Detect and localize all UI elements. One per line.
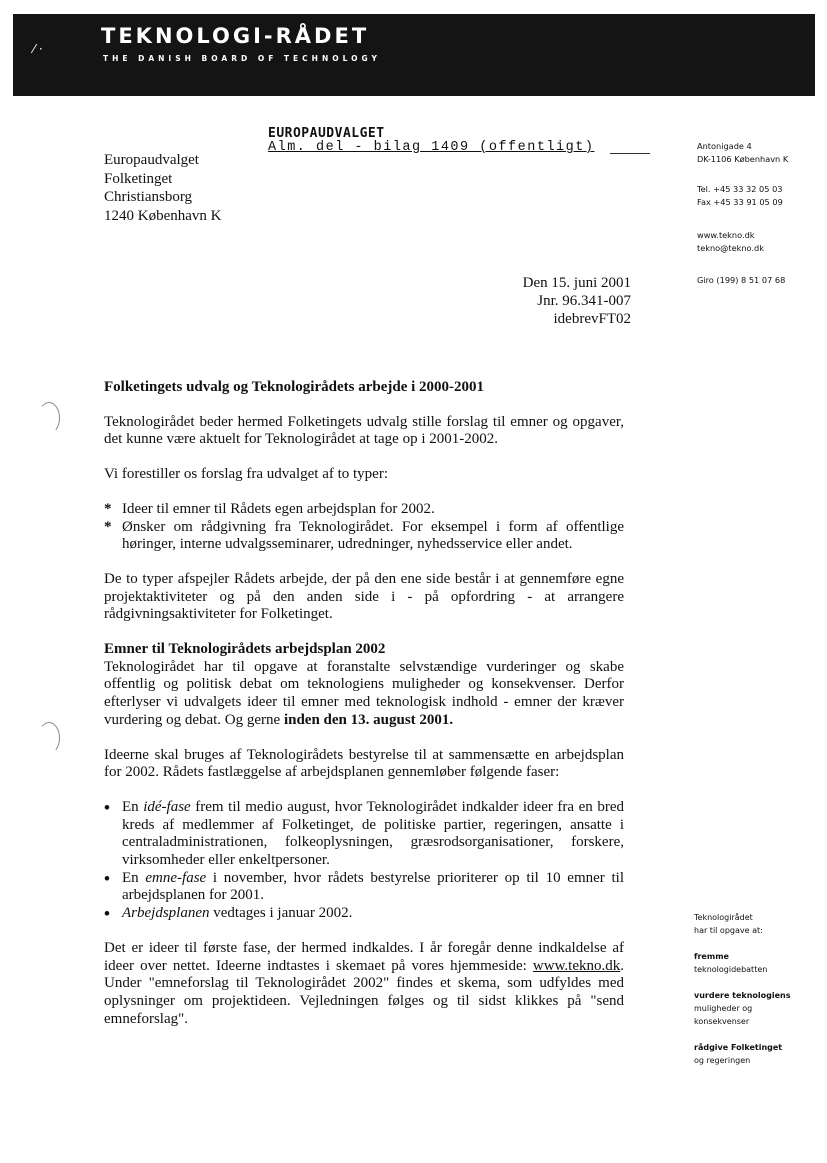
section-heading: Emner til Teknologirådets arbejdsplan 2002 [104, 641, 386, 658]
types-list [104, 501, 624, 554]
recipient-line: Christiansborg [104, 189, 193, 205]
contact-address [697, 140, 788, 166]
tagline-text: fremme [694, 952, 729, 961]
paragraph-text: Teknologirådet har til opgave at foranstalte selvstændige vurderinger og skabe offentlig og politisk debat om teknologiens muligheder og konsekvenser. Derfor efterlyser vi udvalgets ideer til emner med teknologisk indhold - emner der kræver vurdering og debat. Og gerne [104, 658, 624, 728]
logo-mark-icon: ⁄ · [33, 42, 43, 56]
list-item: * Ønsker om rådgivning fra Teknologirådet. For eksempel i form af offentlige høringer, interne udvalgsseminarer, udredninger, nyhedsservice eller andet. [104, 519, 624, 554]
tagline-text: teknologidebatten [694, 965, 768, 974]
contact-giro-number: Giro (199) 8 51 07 68 [697, 275, 786, 285]
tagline-text: vurdere teknologiens [694, 991, 791, 1000]
contact-giro [697, 274, 785, 287]
contact-city: DK-1106 København K [697, 154, 789, 164]
paragraph-text: . Under "emneforslag til Teknologirådet 2002" findes et skema, som udfyldes med oplysninger om projektideen. Vejledningen følges og til sidst klikkes på "send emneforslag". [104, 957, 625, 1027]
contact-phone [697, 183, 783, 209]
stamp-title: EUROPAUDVALGET [268, 126, 385, 141]
letter-body [104, 379, 624, 1028]
contact-fax: Fax +45 33 91 05 09 [697, 197, 783, 207]
letter-heading: Folketingets udvalg og Teknologirådets arbejde i 2000-2001 [104, 379, 485, 395]
stamp-reference: Alm. del - bilag 1409 (offentligt) [268, 140, 595, 155]
recipient-line: Europaudvalget [104, 152, 199, 168]
letter-date: Den 15. juni 2001 [522, 275, 631, 291]
paragraph [104, 659, 624, 730]
punch-hole-mark [38, 722, 60, 754]
paragraph [104, 940, 624, 1029]
document-id: idebrevFT02 [553, 311, 631, 327]
contact-street: Antonigade 4 [697, 141, 752, 151]
paragraph: Vi forestiller os forslag fra udvalget af to typer: [104, 466, 389, 483]
website-link[interactable]: www.tekno.dk [532, 957, 621, 974]
list-item: * Ideer til emner til Rådets egen arbejdsplan for 2002. [104, 501, 624, 519]
contact-web: www.tekno.dk [697, 230, 755, 240]
mission-taglines [694, 911, 814, 1067]
tagline-text: konsekvenser [694, 1017, 750, 1026]
contact-online [697, 229, 764, 255]
paragraph: De to typer afspejler Rådets arbejde, der på den ene side består i at gennemføre egne projektaktiviteter og på den anden side i - på opfordring - at arrangere rådgivningsaktiviteter for Folketinget. [104, 570, 624, 623]
punch-hole-mark [38, 402, 60, 434]
letterhead-banner [13, 14, 815, 96]
logo-text: TEKNOLOGI-RÅDET [101, 24, 370, 48]
list-item: • Arbejdsplanen vedtages i januar 2002. [104, 905, 624, 923]
tagline-text: og regeringen [694, 1056, 751, 1065]
logo-tagline: THE DANISH BOARD OF TECHNOLOGY [103, 54, 381, 63]
tagline-text: har til opgave at: [694, 926, 763, 935]
tagline-text: Teknologirådet [694, 913, 753, 922]
stamp-underline [610, 153, 650, 154]
phases-list [104, 799, 624, 923]
tagline-text: muligheder og [694, 1004, 753, 1013]
recipient-line: Folketinget [104, 170, 173, 187]
recipient-line: 1240 København K [104, 207, 222, 224]
deadline-text: inden den 13. august 2001. [283, 711, 454, 728]
contact-tel: Tel. +45 33 32 05 03 [697, 184, 783, 194]
list-item: • En idé-fase frem til medio august, hvor Teknologirådet indkalder ideer fra en bred kreds af medlemmer af Folketinget, de politiske partier, regeringen, ansatte i centraladministrationen, folkeoplysningen, græsrodsorganisationer, forskere, virksomheder eller enkeltpersoner. [104, 799, 624, 870]
paragraph: Teknologirådet beder hermed Folketingets udvalg stille forslag til emner og opgaver, det kunne være aktuelt for Teknologirådet at tage op i 2001-2002. [104, 413, 624, 448]
paragraph-text: Det er ideer til første fase, der hermed indkaldes. I år foregår denne indkaldelse af ideer over nettet. Ideerne indtastes i skemaet på vores hjemmeside: [104, 939, 624, 974]
paragraph: Ideerne skal bruges af Teknologirådets bestyrelse til at sammensætte en arbejdsplan for 2002. Rådets fastlæggelse af arbejdsplanen gennemløber følgende faser: [104, 746, 624, 781]
date-block [470, 274, 631, 328]
tagline-text: rådgive Folketinget [694, 1043, 783, 1052]
journal-number: Jnr. 96.341-007 [537, 293, 631, 309]
contact-email: tekno@tekno.dk [697, 243, 764, 253]
recipient-address [104, 151, 221, 225]
list-item: • En emne-fase i november, hvor rådets bestyrelse prioriterer op til 10 emner til arbejdsplanen for 2001. [104, 870, 624, 905]
